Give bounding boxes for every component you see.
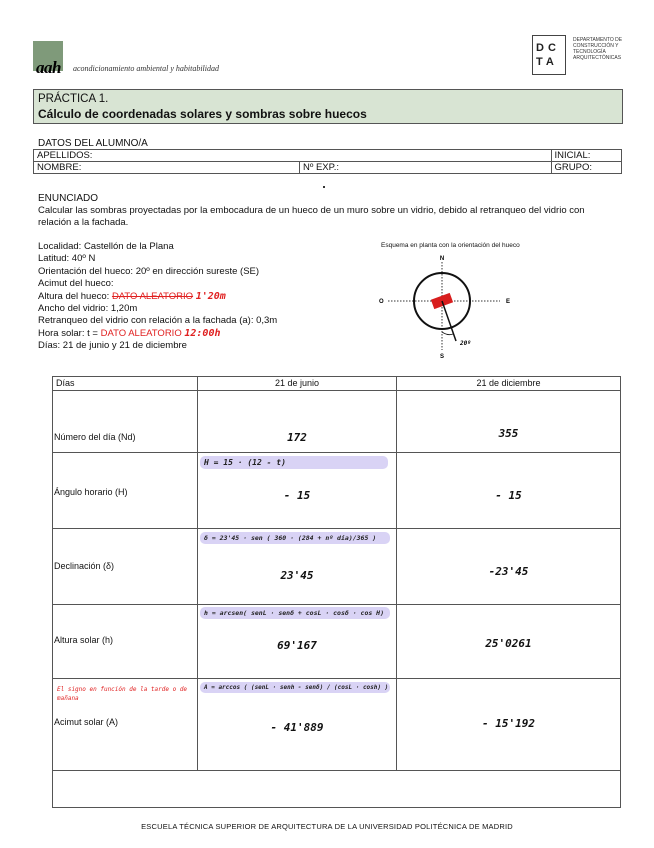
- row-label: Altura solar (h): [54, 635, 114, 645]
- junio-cell[interactable]: [198, 679, 397, 771]
- hora-dato: DATO ALEATORIO: [100, 327, 182, 339]
- table-row-empty: [53, 771, 621, 808]
- nombre-field[interactable]: NOMBRE:: [34, 162, 300, 174]
- junio-value: 69'167: [277, 639, 317, 652]
- junio-value: 23'45: [280, 569, 314, 582]
- aah-logo-text: aah: [36, 58, 61, 77]
- diagram-caption: Esquema en planta con la orientación del hueco: [381, 242, 520, 249]
- header-diciembre: [397, 377, 621, 391]
- inicial-field[interactable]: INICIAL:: [551, 150, 622, 162]
- row-label-cell: [53, 529, 198, 605]
- statement-heading: ENUNCIADO: [38, 193, 99, 204]
- angle-arc: [442, 332, 453, 335]
- table-row: [53, 679, 621, 771]
- east-label: E: [506, 299, 511, 305]
- diciembre-cell[interactable]: [397, 605, 621, 679]
- row-label: Ángulo horario (H): [54, 487, 128, 497]
- header-dias-label: Días: [56, 378, 75, 388]
- row-label-cell: [53, 605, 198, 679]
- junio-value: - 41'889: [270, 721, 324, 734]
- row-label-cell: [53, 391, 198, 453]
- north-label: N: [439, 256, 445, 262]
- junio-value: 172: [287, 431, 307, 444]
- altura-dato: DATO ALEATORIO: [111, 290, 194, 302]
- dcta-logo-line2: TA: [536, 56, 558, 68]
- row-label-cell: [53, 679, 198, 771]
- header-junio-label: 21 de junio: [274, 378, 320, 388]
- altura-handwritten: 1'20m: [195, 290, 226, 302]
- diciembre-value: - 15'192: [482, 717, 535, 730]
- empty-cell[interactable]: [53, 771, 621, 808]
- hora-label: Hora solar: t =: [38, 327, 101, 339]
- table-row: [53, 605, 621, 679]
- south-label: S: [439, 354, 445, 360]
- hora-solar: [38, 328, 277, 340]
- acimut-hueco: Acimut del hueco:: [38, 278, 114, 290]
- grupo-field[interactable]: GRUPO:: [551, 162, 622, 174]
- diciembre-value: 25'0261: [485, 637, 532, 650]
- west-label: O: [379, 299, 384, 305]
- footer: ESCUELA TÉCNICA SUPERIOR DE ARQUITECTURA DE LA UNIVERSIDAD POLITÉCNICA DE MADRID: [141, 822, 513, 831]
- junio-cell[interactable]: [198, 529, 397, 605]
- diciembre-cell[interactable]: [397, 679, 621, 771]
- formula-highlight: δ = 23'45 · sen ( 360 · (284 + nº día)/365 ): [200, 532, 390, 544]
- practice-title: Cálculo de coordenadas solares y sombras sobre huecos: [38, 107, 367, 121]
- diciembre-value: - 15: [495, 489, 522, 502]
- table-row: [53, 453, 621, 529]
- table-row: [53, 529, 621, 605]
- dias: Días: 21 de junio y 21 de diciembre: [38, 340, 187, 352]
- problem-data: [38, 241, 277, 353]
- formula-highlight: A = arccos ( (senL · senh - senδ) / (cosL · cosh) ): [200, 682, 390, 693]
- row-label: Número del día (Nd): [54, 432, 136, 442]
- nexp-field[interactable]: Nº EXP.:: [300, 162, 552, 174]
- calculation-table: [52, 376, 621, 808]
- stray-dot: [323, 186, 325, 188]
- student-section-label: DATOS DEL ALUMNO/A: [38, 138, 148, 149]
- hora-handwritten: 12:00h: [184, 327, 221, 339]
- latitud: Latitud: 40º N: [38, 253, 96, 265]
- junio-cell[interactable]: [198, 453, 397, 529]
- localidad: Localidad: Castellón de la Plana: [38, 241, 174, 252]
- junio-value: - 15: [283, 489, 311, 502]
- diciembre-cell[interactable]: [397, 391, 621, 453]
- statement-text: Calcular las sombras proyectadas por la embocadura de un hueco de un muro sobre un vidrio, debido al retranqueo del vidrio con relación a la fachada.: [38, 205, 585, 228]
- retranqueo: Retranqueo del vidrio con relación a la fachada (a): 0,3m: [38, 315, 278, 327]
- formula-highlight: h = arcsen( senL · senδ + cosL · cosδ · cos H): [200, 607, 390, 619]
- practice-number: PRÁCTICA 1.: [38, 93, 109, 105]
- diciembre-cell[interactable]: [397, 529, 621, 605]
- formula-highlight: H = 15 · (12 - t): [200, 456, 388, 469]
- apellidos-field[interactable]: APELLIDOS:: [34, 150, 552, 162]
- header-dias: [53, 377, 198, 391]
- junio-cell[interactable]: [198, 391, 397, 453]
- aah-logo-subtitle: acondicionamiento ambiental y habitabilidad: [73, 64, 219, 73]
- row-label-cell: [53, 453, 198, 529]
- diciembre-value: 355: [498, 427, 519, 440]
- dcta-logo-line1: DC: [536, 42, 560, 54]
- orientation-diagram: [376, 252, 516, 362]
- dcta-logo-box: [532, 35, 566, 75]
- header-diciembre-label: 21 de diciembre: [476, 378, 541, 388]
- diciembre-value: -23'45: [488, 565, 529, 578]
- altura-hueco: [38, 291, 277, 303]
- orientacion: Orientación del hueco: 20º en dirección sureste (SE): [38, 265, 260, 277]
- header-junio: [198, 377, 397, 391]
- junio-cell[interactable]: [198, 605, 397, 679]
- diciembre-cell[interactable]: [397, 453, 621, 529]
- ancho-vidrio: Ancho del vidrio: 1,20m: [38, 303, 138, 315]
- dcta-subtitle: DEPARTAMENTO DE CONSTRUCCIÓN Y TECNOLOGÍA ARQUITECTÓNICAS: [573, 37, 623, 61]
- student-data-table: [33, 149, 622, 174]
- table-row: [53, 391, 621, 453]
- row-label: Declinación (δ): [54, 561, 115, 571]
- altura-label: Altura del hueco:: [38, 290, 112, 302]
- sign-note: El signo en función de la tarde o de mañana: [57, 686, 188, 702]
- angle-label: 20º: [460, 340, 471, 347]
- row-label: Acimut solar (A): [54, 717, 119, 727]
